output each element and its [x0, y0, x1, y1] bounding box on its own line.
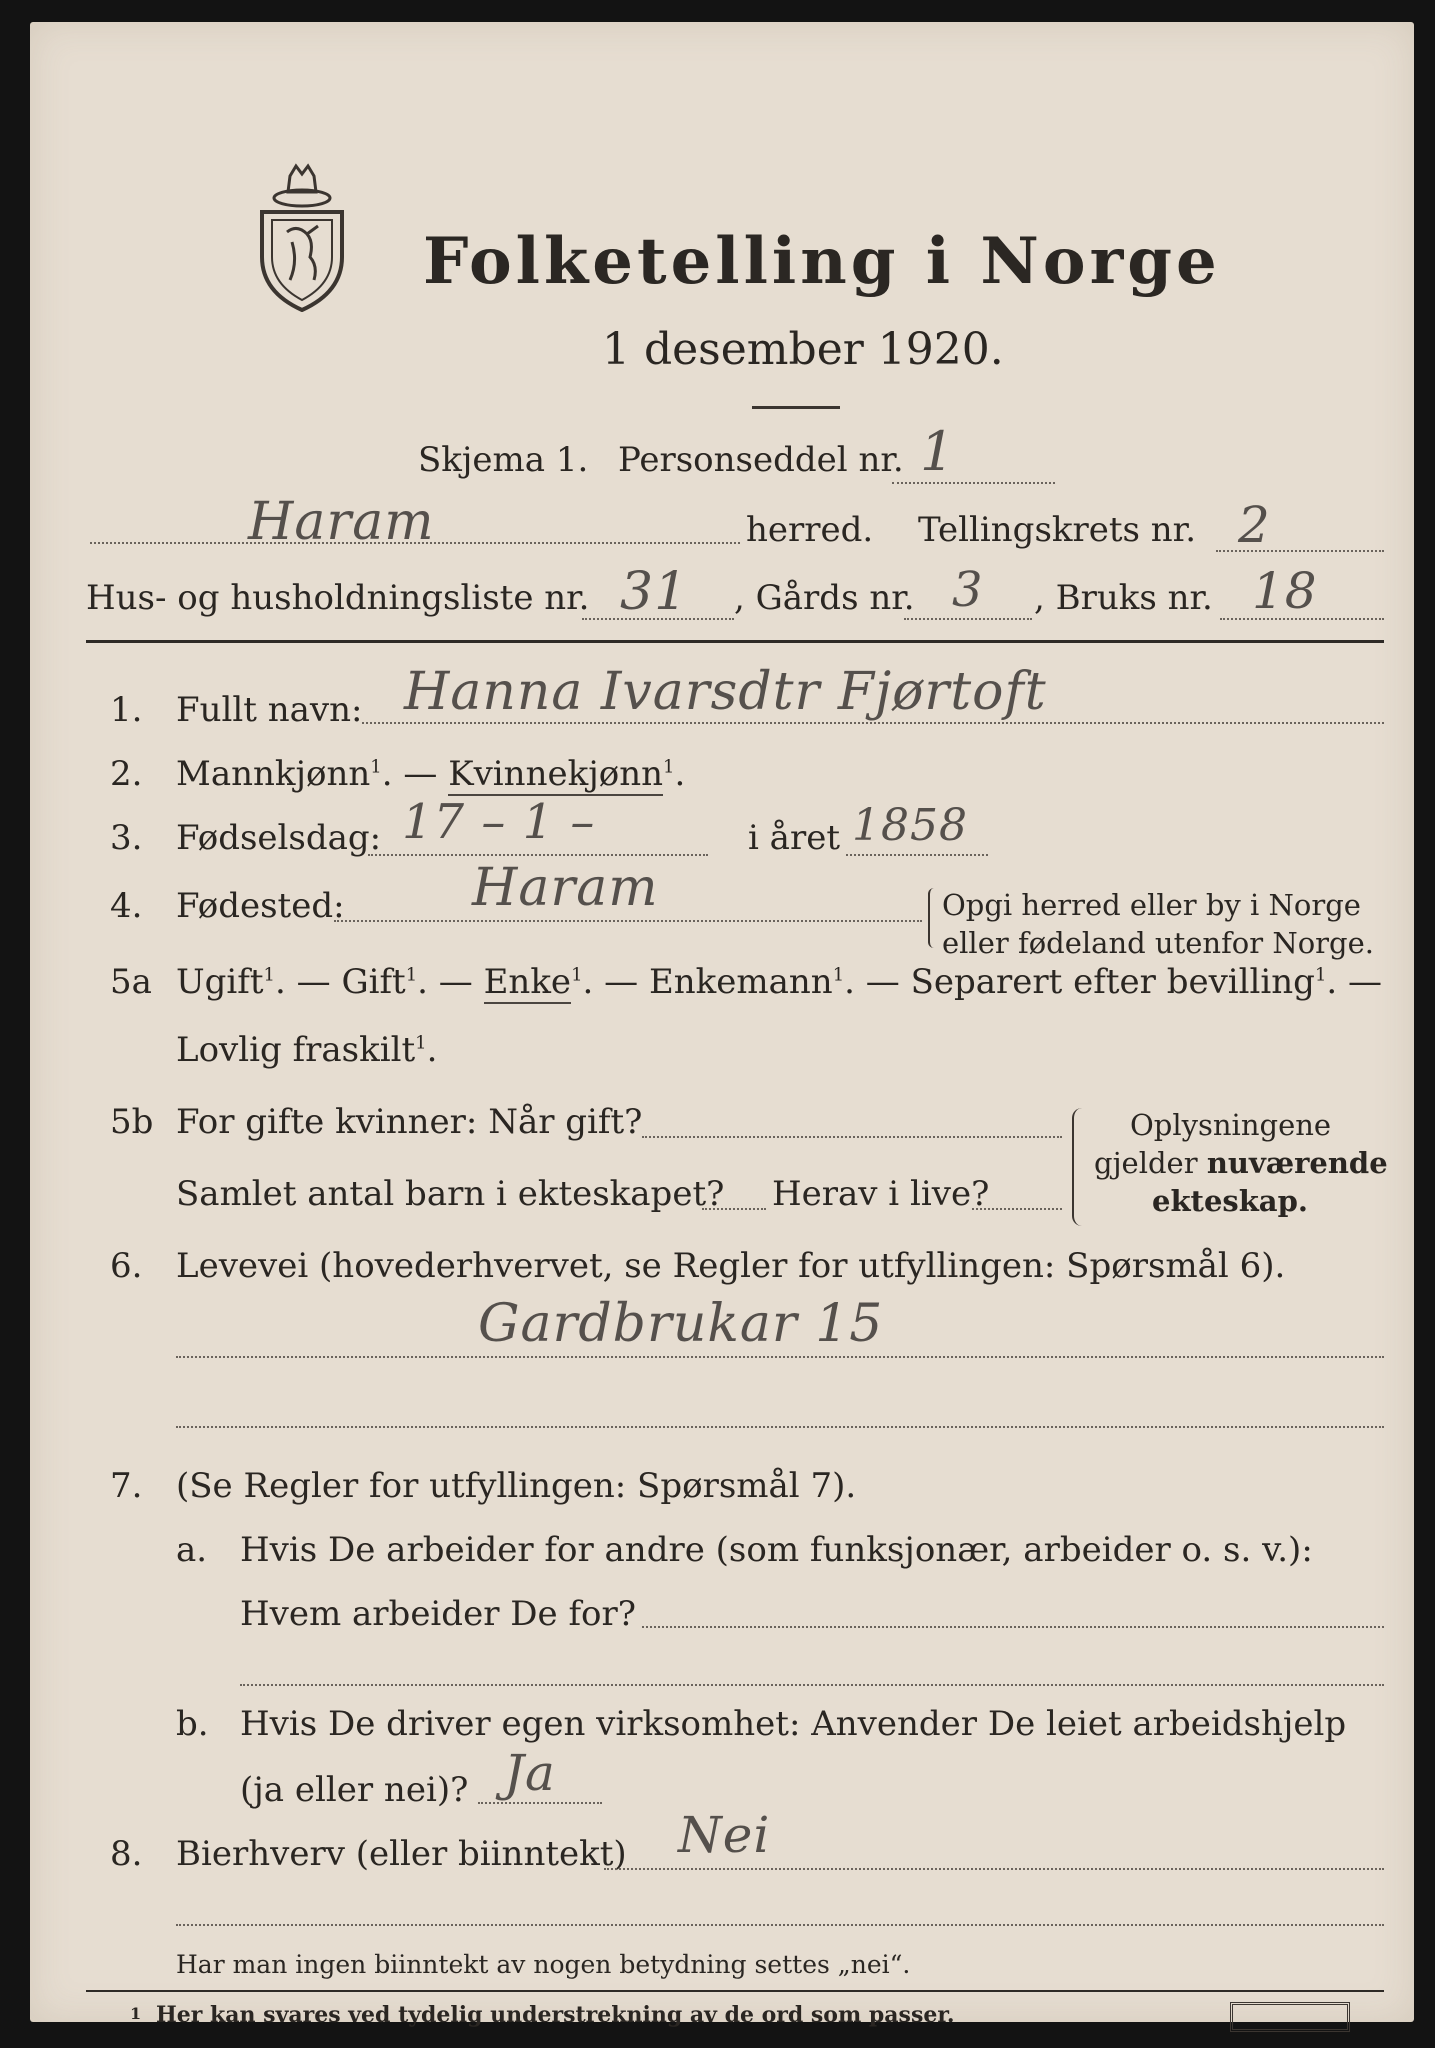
- q8-label: Bierhverv (eller biinntekt): [176, 1834, 627, 1874]
- q2-options: Mannkjønn$^1$. — Kvinnekjønn$^1$.: [176, 754, 686, 794]
- q5b-label-children: Samlet antal barn i ekteskapet?: [176, 1174, 725, 1214]
- q4-number: 4.: [110, 886, 143, 926]
- employer-line-2: [240, 1684, 1384, 1686]
- birthplace-line: [334, 920, 922, 922]
- q7a-label-line2: Hvem arbeider De for?: [240, 1594, 636, 1634]
- q5b-number: 5b: [110, 1102, 154, 1142]
- married-when-line: [642, 1136, 1062, 1138]
- alive-line: [972, 1208, 1062, 1210]
- herred-label: herred.: [746, 510, 874, 550]
- option-lovlig-fraskilt[interactable]: Lovlig fraskilt: [176, 1030, 416, 1070]
- q5b-label-alive: Herav i live?: [772, 1174, 990, 1214]
- printer-stamp-icon: [1230, 2002, 1350, 2032]
- side-income-line: [604, 1868, 1384, 1870]
- q7b-label-line1: Hvis De driver egen virksomhet: Anvender De leiet arbeidshjelp: [240, 1704, 1347, 1744]
- q1-label: Fullt navn:: [176, 690, 363, 730]
- marital-status-options: Ugift$^1$. — Gift$^1$. — Enke$^1$. — Enkemann$^1$. — Separert efter bevilling$^1$. —: [176, 962, 1383, 1002]
- hired-help-line: [478, 1802, 602, 1804]
- q5b-note-line2: gjelder nuværende: [1094, 1146, 1388, 1180]
- full-name-value[interactable]: Hanna Ivarsdtr Fjørtoft: [404, 662, 1047, 722]
- option-lovlig-fraskilt-row: Lovlig fraskilt$^1$.: [176, 1030, 438, 1070]
- q4-note-line2: eller fødeland utenfor Norge.: [942, 926, 1374, 960]
- skjema-label: Skjema 1.: [418, 440, 589, 480]
- census-form-page: [30, 22, 1414, 2028]
- birthdate-line: [368, 854, 708, 856]
- q5a-number: 5a: [110, 962, 152, 1002]
- husliste-value[interactable]: 31: [620, 562, 689, 622]
- gards-value[interactable]: 3: [952, 562, 984, 618]
- personseddel-label: Personseddel nr.: [618, 440, 904, 480]
- tellingskrets-label: Tellingskrets nr.: [918, 510, 1197, 550]
- children-line: [702, 1208, 766, 1210]
- option-enke-selected[interactable]: Enke: [483, 962, 572, 1002]
- male-option[interactable]: Mannkjønn: [176, 754, 371, 794]
- q1-number: 1.: [110, 690, 143, 730]
- bruks-label: , Bruks nr.: [1034, 578, 1213, 618]
- hired-help-value[interactable]: Ja: [504, 1744, 556, 1802]
- footer-note: Har man ingen biinntekt av nogen betydning settes „nei“.: [176, 1950, 911, 1979]
- q3-year-label: i året: [748, 818, 840, 858]
- husliste-label: Hus- og husholdningsliste nr.: [86, 578, 590, 618]
- q7b-label-line2: (ja eller nei)?: [240, 1770, 469, 1810]
- tellingskrets-value[interactable]: 2: [1238, 496, 1271, 554]
- q7-number: 7.: [110, 1466, 143, 1506]
- occupation-line-2: [176, 1426, 1384, 1428]
- birthyear-line: [846, 854, 988, 856]
- employer-line-1: [642, 1626, 1384, 1628]
- q4-label: Fødested:: [176, 886, 345, 926]
- bruks-value[interactable]: 18: [1252, 562, 1318, 620]
- personseddel-value[interactable]: 1: [920, 420, 956, 483]
- q7a-number: a.: [176, 1530, 208, 1570]
- q5b-note-line1: Oplysningene: [1130, 1108, 1332, 1142]
- side-income-value[interactable]: Nei: [678, 1806, 771, 1864]
- option-separert[interactable]: Separert efter bevilling: [910, 962, 1315, 1002]
- personseddel-line: [892, 482, 1055, 484]
- q3-number: 3.: [110, 818, 143, 858]
- q8-number: 8.: [110, 1834, 143, 1874]
- footer-divider: [86, 1990, 1384, 1992]
- herred-value[interactable]: Haram: [248, 492, 435, 552]
- footnote-text: Her kan svares ved tydelig understrekning av de ord som passer.: [156, 2002, 955, 2028]
- gards-line: [904, 618, 1032, 620]
- side-income-line-2: [176, 1924, 1384, 1926]
- birthdate-value[interactable]: 17 – 1 –: [402, 794, 596, 850]
- census-date: 1 desember 1920.: [602, 324, 1004, 375]
- occupation-value[interactable]: Gardbrukar 15: [478, 1294, 884, 1354]
- occupation-line-1: [176, 1356, 1384, 1358]
- gards-label: , Gårds nr.: [734, 578, 915, 618]
- q2-number: 2.: [110, 754, 143, 794]
- option-ugift[interactable]: Ugift: [176, 962, 264, 1002]
- q4-brace: [928, 888, 938, 948]
- q7b-number: b.: [176, 1704, 209, 1744]
- q7a-label-line1: Hvis De arbeider for andre (som funksjonær, arbeider o. s. v.):: [240, 1530, 1313, 1570]
- footnote-mark: 1: [130, 2004, 142, 2023]
- option-enkemann[interactable]: Enkemann: [648, 962, 833, 1002]
- q5b-label-married: For gifte kvinner: Når gift?: [176, 1102, 643, 1142]
- q4-note-line1: Opgi herred eller by i Norge: [942, 888, 1361, 922]
- q7-label: (Se Regler for utfyllingen: Spørsmål 7).: [176, 1466, 857, 1506]
- q6-number: 6.: [110, 1246, 143, 1286]
- q1-line: [362, 722, 1384, 724]
- q5b-brace: [1072, 1108, 1084, 1226]
- q3-label: Fødselsdag:: [176, 818, 382, 858]
- option-gift[interactable]: Gift: [341, 962, 406, 1002]
- birthplace-value[interactable]: Haram: [472, 858, 659, 918]
- header-divider: [86, 640, 1384, 643]
- title-divider: [752, 406, 840, 409]
- birthyear-value[interactable]: 1858: [852, 800, 968, 851]
- q6-label: Levevei (hovederhvervet, se Regler for utfyllingen: Spørsmål 6).: [176, 1246, 1286, 1286]
- norwegian-coat-of-arms-icon: [252, 162, 352, 312]
- q5b-note-line3: ekteskap.: [1152, 1184, 1308, 1218]
- female-option-selected[interactable]: Kvinnekjønn: [448, 754, 663, 794]
- form-title: Folketelling i Norge: [423, 224, 1221, 299]
